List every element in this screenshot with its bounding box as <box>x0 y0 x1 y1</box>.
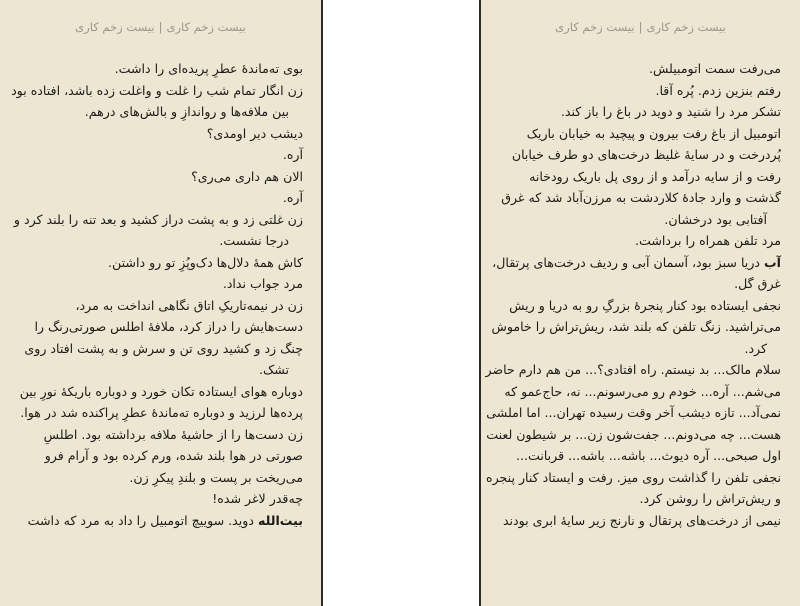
left-header-separator: | <box>158 20 163 34</box>
text-line <box>13 424 303 446</box>
line-text: چنگ زد و کشید روی تن و سرش و به پشت افتاد روی <box>24 340 303 356</box>
line-text: اتومبیل از باغ رفت بیرون و پیچید به خیابان باریک <box>526 125 781 141</box>
text-line <box>13 510 303 532</box>
text-line <box>491 101 781 123</box>
line-text: کاش همهٔ دلال‌ها دک‌وپُزِ تو رو داشتن. <box>108 254 303 270</box>
text-line <box>485 467 781 489</box>
left-page <box>0 0 321 606</box>
left-page-edge <box>321 0 323 606</box>
text-line <box>13 187 303 209</box>
line-text: نجفی تلفن را گذاشت روی میز. رفت و ایستاد کنار پنجره <box>485 469 781 485</box>
text-line <box>13 230 303 252</box>
line-text: دوید. سوییچ اتومبیل را داد به مرد که داشت <box>27 512 258 528</box>
right-header-title-repeat: بیست زخم کاری <box>555 20 635 34</box>
line-text: دریا سبز بود، آسمان آبی و ردیف درخت‌های پرتقال، <box>492 254 765 270</box>
left-page-body <box>13 58 303 531</box>
text-line <box>13 209 303 231</box>
line-text: چه‌قدر لاغر شده! <box>212 491 303 506</box>
text-line <box>13 144 303 166</box>
text-line <box>491 295 781 317</box>
text-line <box>491 510 781 532</box>
right-page-header <box>481 20 800 34</box>
line-text: زن انگار تمام شب را غلت و واغلت زده باشد، افتاده بود <box>11 82 303 98</box>
line-text: نجفی ایستاده بود کنار پنجرهٔ بزرگِ رو به دریا و ریش <box>509 297 781 313</box>
right-header-separator: | <box>638 20 643 34</box>
text-line <box>13 445 303 467</box>
text-line <box>491 381 781 403</box>
text-line <box>13 467 303 489</box>
text-line <box>13 338 303 360</box>
right-header-title: بیست زخم کاری <box>646 20 726 34</box>
line-text: مرد تلفن همراه را برداشت. <box>635 233 781 248</box>
line-text: و ریش‌تراش را روشن کرد. <box>639 491 781 506</box>
text-line <box>486 424 781 446</box>
text-line <box>491 166 781 188</box>
line-text: اول صبحی... آره دیوث... باشه... باشه... قربانت... <box>515 448 781 463</box>
left-header-title-repeat: بیست زخم کاری <box>75 20 155 34</box>
text-line <box>13 381 303 403</box>
line-text: دیشب دیر اومدی؟ <box>206 125 303 141</box>
text-line <box>491 187 781 209</box>
line-text: دوباره هوای ایستاده تکان خورد و دوباره باریکهٔ نورِ بین <box>19 383 303 399</box>
line-text: پُردرخت و در سایهٔ غلیظ درخت‌های دو طرف خیابان <box>511 147 781 162</box>
line-text: سلام مالک... بد نیستم. راه افتادی؟... من هم دارم حاضر <box>485 362 781 377</box>
line-text: نیمی از درخت‌های پرتقال و نارنج زیر سایهٔ ابری بودند <box>502 512 781 528</box>
right-page-body <box>485 58 781 531</box>
text-line <box>491 80 781 102</box>
line-text: می‌شم... آره... خودم رو می‌رسونم... نه، حاج‌عمو که <box>504 383 781 399</box>
text-line <box>491 273 781 295</box>
line-text: آفتابی بود درخشان. <box>664 211 767 227</box>
text-line <box>13 488 303 510</box>
text-line <box>13 166 303 188</box>
text-line <box>491 144 781 166</box>
line-text: می‌رفت سمت اتومبیلش. <box>648 61 781 76</box>
text-line <box>491 316 781 338</box>
text-line <box>491 230 781 252</box>
text-line <box>491 338 781 360</box>
text-line <box>13 252 303 274</box>
text-line <box>13 101 303 123</box>
text-line <box>485 359 781 381</box>
line-text: کرد. <box>744 340 767 356</box>
text-line <box>13 123 303 145</box>
line-text: دست‌هایش را دراز کرد، ملافهٔ اطلس صورتی‌رنگ را <box>34 319 303 334</box>
line-text: پرده‌ها لرزید و دوباره ته‌ماندهٔ عطرِ پراکنده شد در هوا. <box>20 405 303 420</box>
right-page <box>481 0 800 606</box>
text-line <box>13 316 303 338</box>
line-text: نمی‌آد... تازه دیشب آخر وقت رسیده تهران... اما املشی <box>486 405 781 420</box>
text-line <box>491 252 781 274</box>
line-text: آره. <box>282 147 303 162</box>
line-text: صورتی در هوا بلند شده، ورم کرده بود و آرام فرو <box>44 448 303 463</box>
text-line <box>13 359 303 381</box>
bold-name: بیت‌الله <box>257 512 303 528</box>
text-line <box>13 273 303 295</box>
text-line <box>13 80 303 102</box>
line-text: زن در نیمه‌تاریکِ اتاق نگاهی انداخت به مرد، <box>75 297 303 313</box>
text-line <box>13 402 303 424</box>
line-text: الان هم داری می‌ری؟ <box>191 168 303 184</box>
text-line <box>13 58 303 80</box>
left-page-header <box>0 20 321 34</box>
left-header-title: بیست زخم کاری <box>166 20 246 34</box>
line-text: آره. <box>282 190 303 205</box>
text-line <box>491 445 781 467</box>
line-text: زن غلتی زد و به پشت دراز کشید و بعد تنه را بلند کرد و <box>13 211 303 227</box>
line-text: می‌تراشید. زنگ تلفن که بلند شد، ریش‌تراش را خاموش <box>491 319 781 334</box>
line-text: رفت و از سایه درآمد و از روی پل باریک رودخانه <box>529 168 781 184</box>
line-text: زن دست‌ها را از حاشیهٔ ملافه برداشته بود. اطلسِ <box>43 426 303 442</box>
line-text: تشک. <box>258 362 289 377</box>
line-text: درجا نشست. <box>219 233 289 248</box>
text-line <box>491 488 781 510</box>
line-text: هست... چه می‌دونم... جفت‌شون زن... بر شیطون لعنت <box>486 426 781 442</box>
bold-name: آب <box>764 254 781 270</box>
line-text: رفتم بنزین زدم. پُره آقا. <box>655 82 781 98</box>
line-text: بین ملافه‌ها و رواندازِ و بالش‌های درهم. <box>84 104 289 119</box>
text-line <box>486 402 781 424</box>
text-line <box>491 58 781 80</box>
line-text: مرد جواب نداد. <box>222 276 303 291</box>
line-text: می‌ریخت بر پست و بلندِ پیکرِ زن. <box>129 469 303 485</box>
text-line <box>491 209 781 231</box>
text-line <box>491 123 781 145</box>
line-text: بوی ته‌ماندهٔ عطرِ پریده‌ای را داشت. <box>114 61 303 76</box>
line-text: گذشت و وارد جادهٔ کلاردشت به مرزن‌آباد شد که غرق <box>501 190 781 205</box>
text-line <box>13 295 303 317</box>
line-text: تشکر مرد را شنید و دوید در باغ را باز کند. <box>560 104 781 119</box>
line-text: غرق گل. <box>734 276 781 291</box>
